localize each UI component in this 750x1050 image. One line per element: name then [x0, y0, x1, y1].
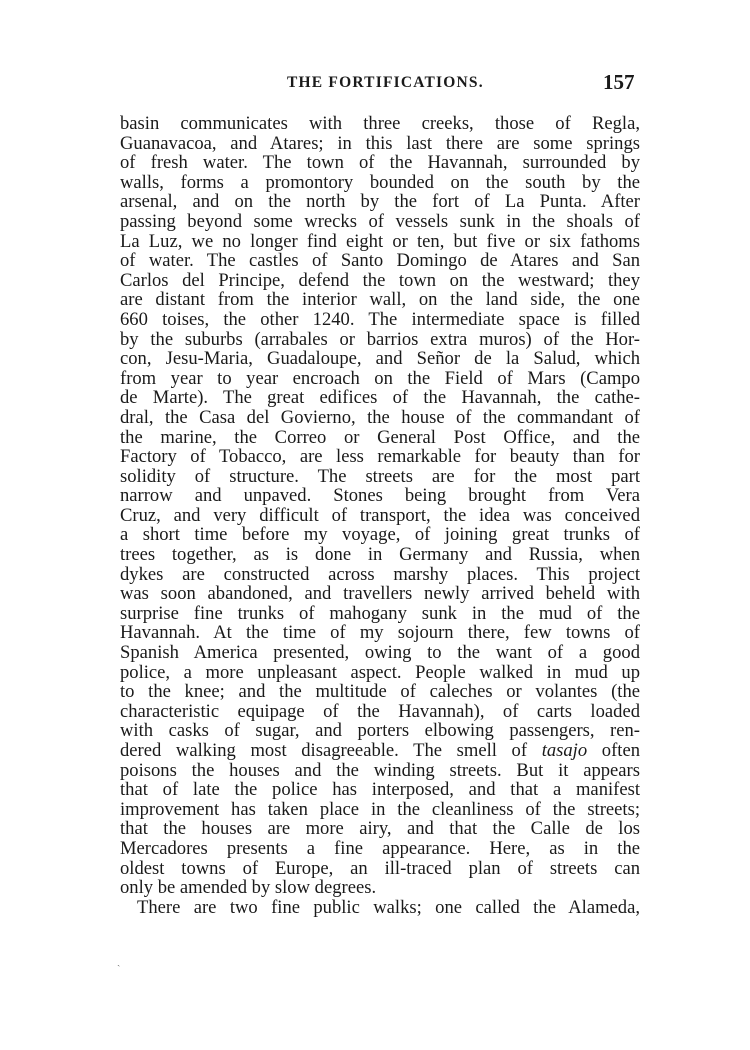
text-line: de Marte). The great edifices of the Havannah, the cathe-: [120, 387, 640, 409]
text-line: surprise fine trunks of mahogany sunk in the mud of the: [120, 602, 640, 624]
text-line: with casks of sugar, and porters elbowing passengers, ren-: [120, 720, 640, 742]
print-speck: ˎ: [117, 956, 121, 967]
text-line: Spanish America presented, owing to the want of a good: [120, 642, 640, 664]
text-line: Mercadores presents a fine appearance. Here, as in the: [120, 837, 640, 859]
text-line: Havannah. At the time of my sojourn there, few towns of: [120, 622, 640, 644]
text-line: arsenal, and on the north by the fort of La Punta. After: [120, 191, 640, 213]
text-line: improvement has taken place in the cleanliness of the streets;: [120, 798, 640, 820]
text-line: to the knee; and the multitude of caleches or volantes (the: [120, 681, 640, 703]
text-line: passing beyond some wrecks of vessels sunk in the shoals of: [120, 210, 640, 232]
running-head: THE FORTIFICATIONS.: [287, 74, 484, 91]
text-line: that the houses are more airy, and that the Calle de los: [120, 818, 640, 840]
text-line: trees together, as is done in Germany and Russia, when: [120, 544, 640, 566]
text-line: are distant from the interior wall, on the land side, the one: [120, 289, 640, 311]
text-line: police, a more unpleasant aspect. People walked in mud up: [120, 661, 640, 683]
text-line: the marine, the Correo or General Post Office, and the: [120, 426, 640, 448]
text-line: by the suburbs (arrabales or barrios extra muros) of the Hor-: [120, 328, 640, 350]
body-text: [120, 114, 640, 917]
text-line: characteristic equipage of the Havannah), of carts loaded: [120, 700, 640, 722]
text-line: La Luz, we no longer find eight or ten, but five or six fathoms: [120, 230, 640, 252]
text-line: Guanavacoa, and Atares; in this last there are some springs: [120, 132, 640, 154]
text-line: of water. The castles of Santo Domingo de Atares and San: [120, 250, 640, 272]
text-line: dral, the Casa del Govierno, the house of the commandant of: [120, 406, 640, 428]
text-line: Carlos del Principe, defend the town on the westward; they: [120, 269, 640, 291]
text-line: from year to year encroach on the Field of Mars (Campo: [120, 367, 640, 389]
text-line: 660 toises, the other 1240. The intermediate space is filled: [120, 308, 640, 330]
text-line: narrow and unpaved. Stones being brought from Vera: [120, 485, 640, 507]
text-line: poisons the houses and the winding streets. But it appears: [120, 759, 640, 781]
page-number: 157: [603, 70, 635, 94]
text-line: was soon abandoned, and travellers newly arrived beheld with: [120, 583, 640, 605]
text-line: only be amended by slow degrees.: [120, 877, 377, 899]
text-line: dykes are constructed across marshy places. This project: [120, 563, 640, 585]
text-line: There are two fine public walks; one called the Alameda,: [137, 896, 640, 918]
text-line: [120, 741, 640, 761]
text-line: oldest towns of Europe, an ill-traced plan of streets can: [120, 857, 640, 879]
text-line: that of late the police has interposed, and that a manifest: [120, 779, 640, 801]
text-line: basin communicates with three creeks, those of Regla,: [120, 113, 640, 134]
text-line: solidity of structure. The streets are for the most part: [120, 465, 640, 487]
text-line: con, Jesu-Maria, Guadaloupe, and Señor de la Salud, which: [120, 348, 640, 370]
line-text: dered walking most disagreeable. The smell of: [120, 740, 528, 761]
text-line: a short time before my voyage, of joining great trunks of: [120, 524, 640, 546]
line-text: often: [601, 740, 641, 761]
text-line: Cruz, and very difficult of transport, the idea was conceived: [120, 504, 640, 526]
text-line: Factory of Tobacco, are less remarkable for beauty than for: [120, 446, 640, 468]
text-line: walls, forms a promontory bounded on the south by the: [120, 171, 640, 193]
text-line: of fresh water. The town of the Havannah, surrounded by: [120, 152, 640, 174]
italic-term: tasajo: [541, 740, 588, 761]
